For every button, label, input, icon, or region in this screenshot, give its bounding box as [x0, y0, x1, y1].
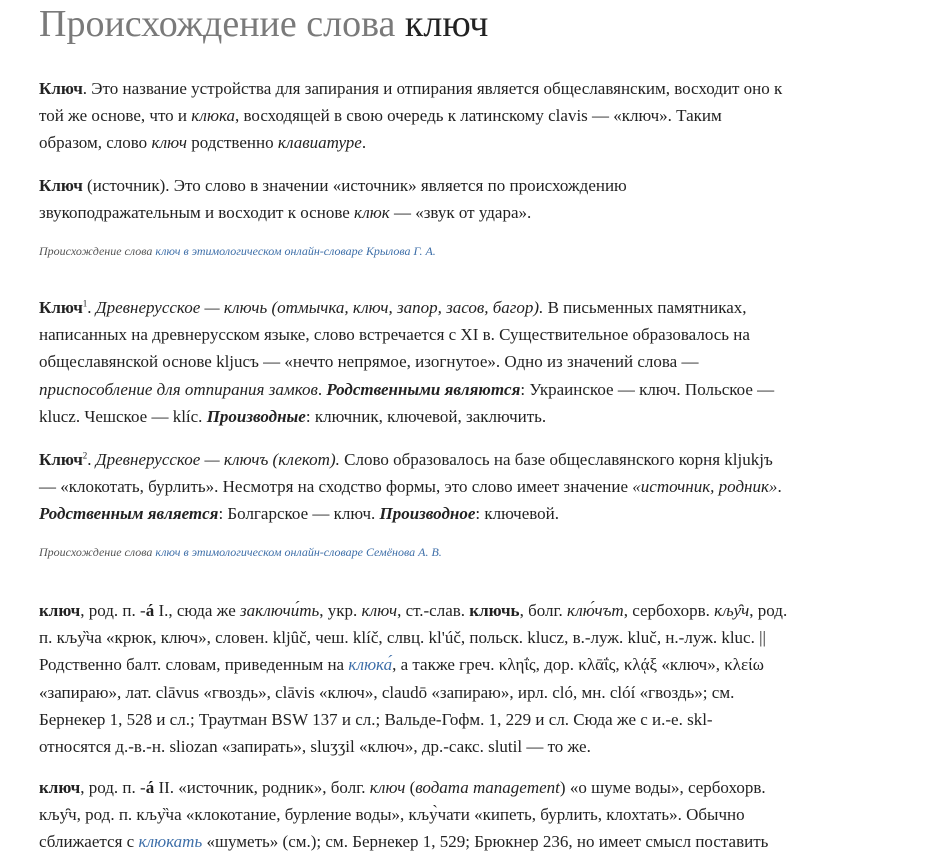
klyukat-link[interactable]: клюкать [138, 832, 203, 852]
headword: Ключ [39, 298, 83, 317]
vasmer-entry-1: ключ, род. п. -á I., сюда же заключи́ть, укр. ключ, ст.-слав. ключь, болг. клю́чът, сербохорв. кљу̑ч, род. п. кљу̏ча «крюк, ключ», словен. kljȗč, чеш. klíč, слвц. kl'úč, польск. klucz, в.-луж. kluč, н.-луж. kluc. || Родственно балт. словам, приведенным на клюка́, а также греч. κληΐς, дор. κλᾱΐς, κλᾴξ «ключ», κλείω «запираю», лат. clāvus «гвоздь», clāvis «ключ», claudō «запираю», ирл. cló, мн. clóí «гвоздь»; см. Бернекер 1, 528 и сл.; Траутман BSW 137 и сл.; Вальде-Гофм. 1, 229 и сл. Сюда же с и.-е. skl- относятся д.-в.-н. sliozan «запирать», sluʒʒil «ключ», др.-сакс. slutil — то же. [39, 601, 788, 757]
headword: ключ [39, 601, 81, 620]
page-title-word: ключ [404, 3, 489, 45]
page-title-prefix: Происхождение слова [39, 3, 405, 45]
krylov-source-note: Происхождение слова ключ в этимологическом онлайн-словаре Крылова Г. А. [39, 244, 436, 258]
krylov-dictionary-link[interactable]: ключ в этимологическом онлайн-словаре Крылова Г. А. [155, 244, 436, 258]
semenov-source-note: Происхождение слова ключ в этимологическом онлайн-словаре Семёнова А. В. [39, 545, 442, 559]
krylov-entry-spring: Ключ (источник). Это слово в значении «источник» является по происхождению звукоподражательным и восходит к основе клюк — «звук от удара». [39, 176, 627, 223]
page-title [39, 2, 488, 46]
krylov-entry-lock: Ключ. Это название устройства для запирания и отпирания является общеславянским, восходит оно к той же основе, что и клюка, восходящей в свою очередь к латинскому clavis — «ключ». Таким образом, слово ключ родственно клавиатуре. [39, 79, 783, 153]
semenov-entry-1: Ключ$^1$. Древнерусское — ключь (отмычка, ключ, запор, засов, багор). В письменных памятниках, написанных на древнерусском языке, слово встречается с XI в. Существительное образовалось на общеславянской основе kljucъ — «нечто непрямое, изогнутое». Одно из значений слова — приспособление для отпирания замков. Родственными являются: Украинское — ключ. Польское — klucz. Чешское — klíc. Производные: ключник, ключевой, заключить. [39, 298, 775, 426]
semenov-entry-2: Ключ$^2$. Древнерусское — ключъ (клекот). Слово образовалось на базе общеславянского корня kljukjъ — «клокотать, бурлить». Несмотря на сходство формы, это слово имеет значение «источник, родник». Родственным является: Болгарское — ключ. Производное: ключевой. [39, 450, 782, 524]
headword: ключ [39, 778, 81, 797]
headword: Ключ [39, 450, 83, 469]
semenov-dictionary-link[interactable]: ключ в этимологическом онлайн-словаре Семёнова А. В. [155, 545, 442, 559]
headword: Ключ [39, 79, 83, 98]
vasmer-entry-2: ключ, род. п. -á II. «источник, родник», болг. ключ (водата management) «о шуме воды», сербохорв. кљу̑ч, род. п. кљу̏ча «клокотание, бурление воды», кљу̀чати «кипеть, бурлить, клохтать». Обычно сближается с клюкать «шуметь» (см.); см. Бернекер 1, 529; Брюкнер 236, но имеет смысл поставить [39, 778, 769, 852]
klyuka-link[interactable]: клюка́ [348, 655, 393, 675]
headword: Ключ [39, 176, 83, 195]
